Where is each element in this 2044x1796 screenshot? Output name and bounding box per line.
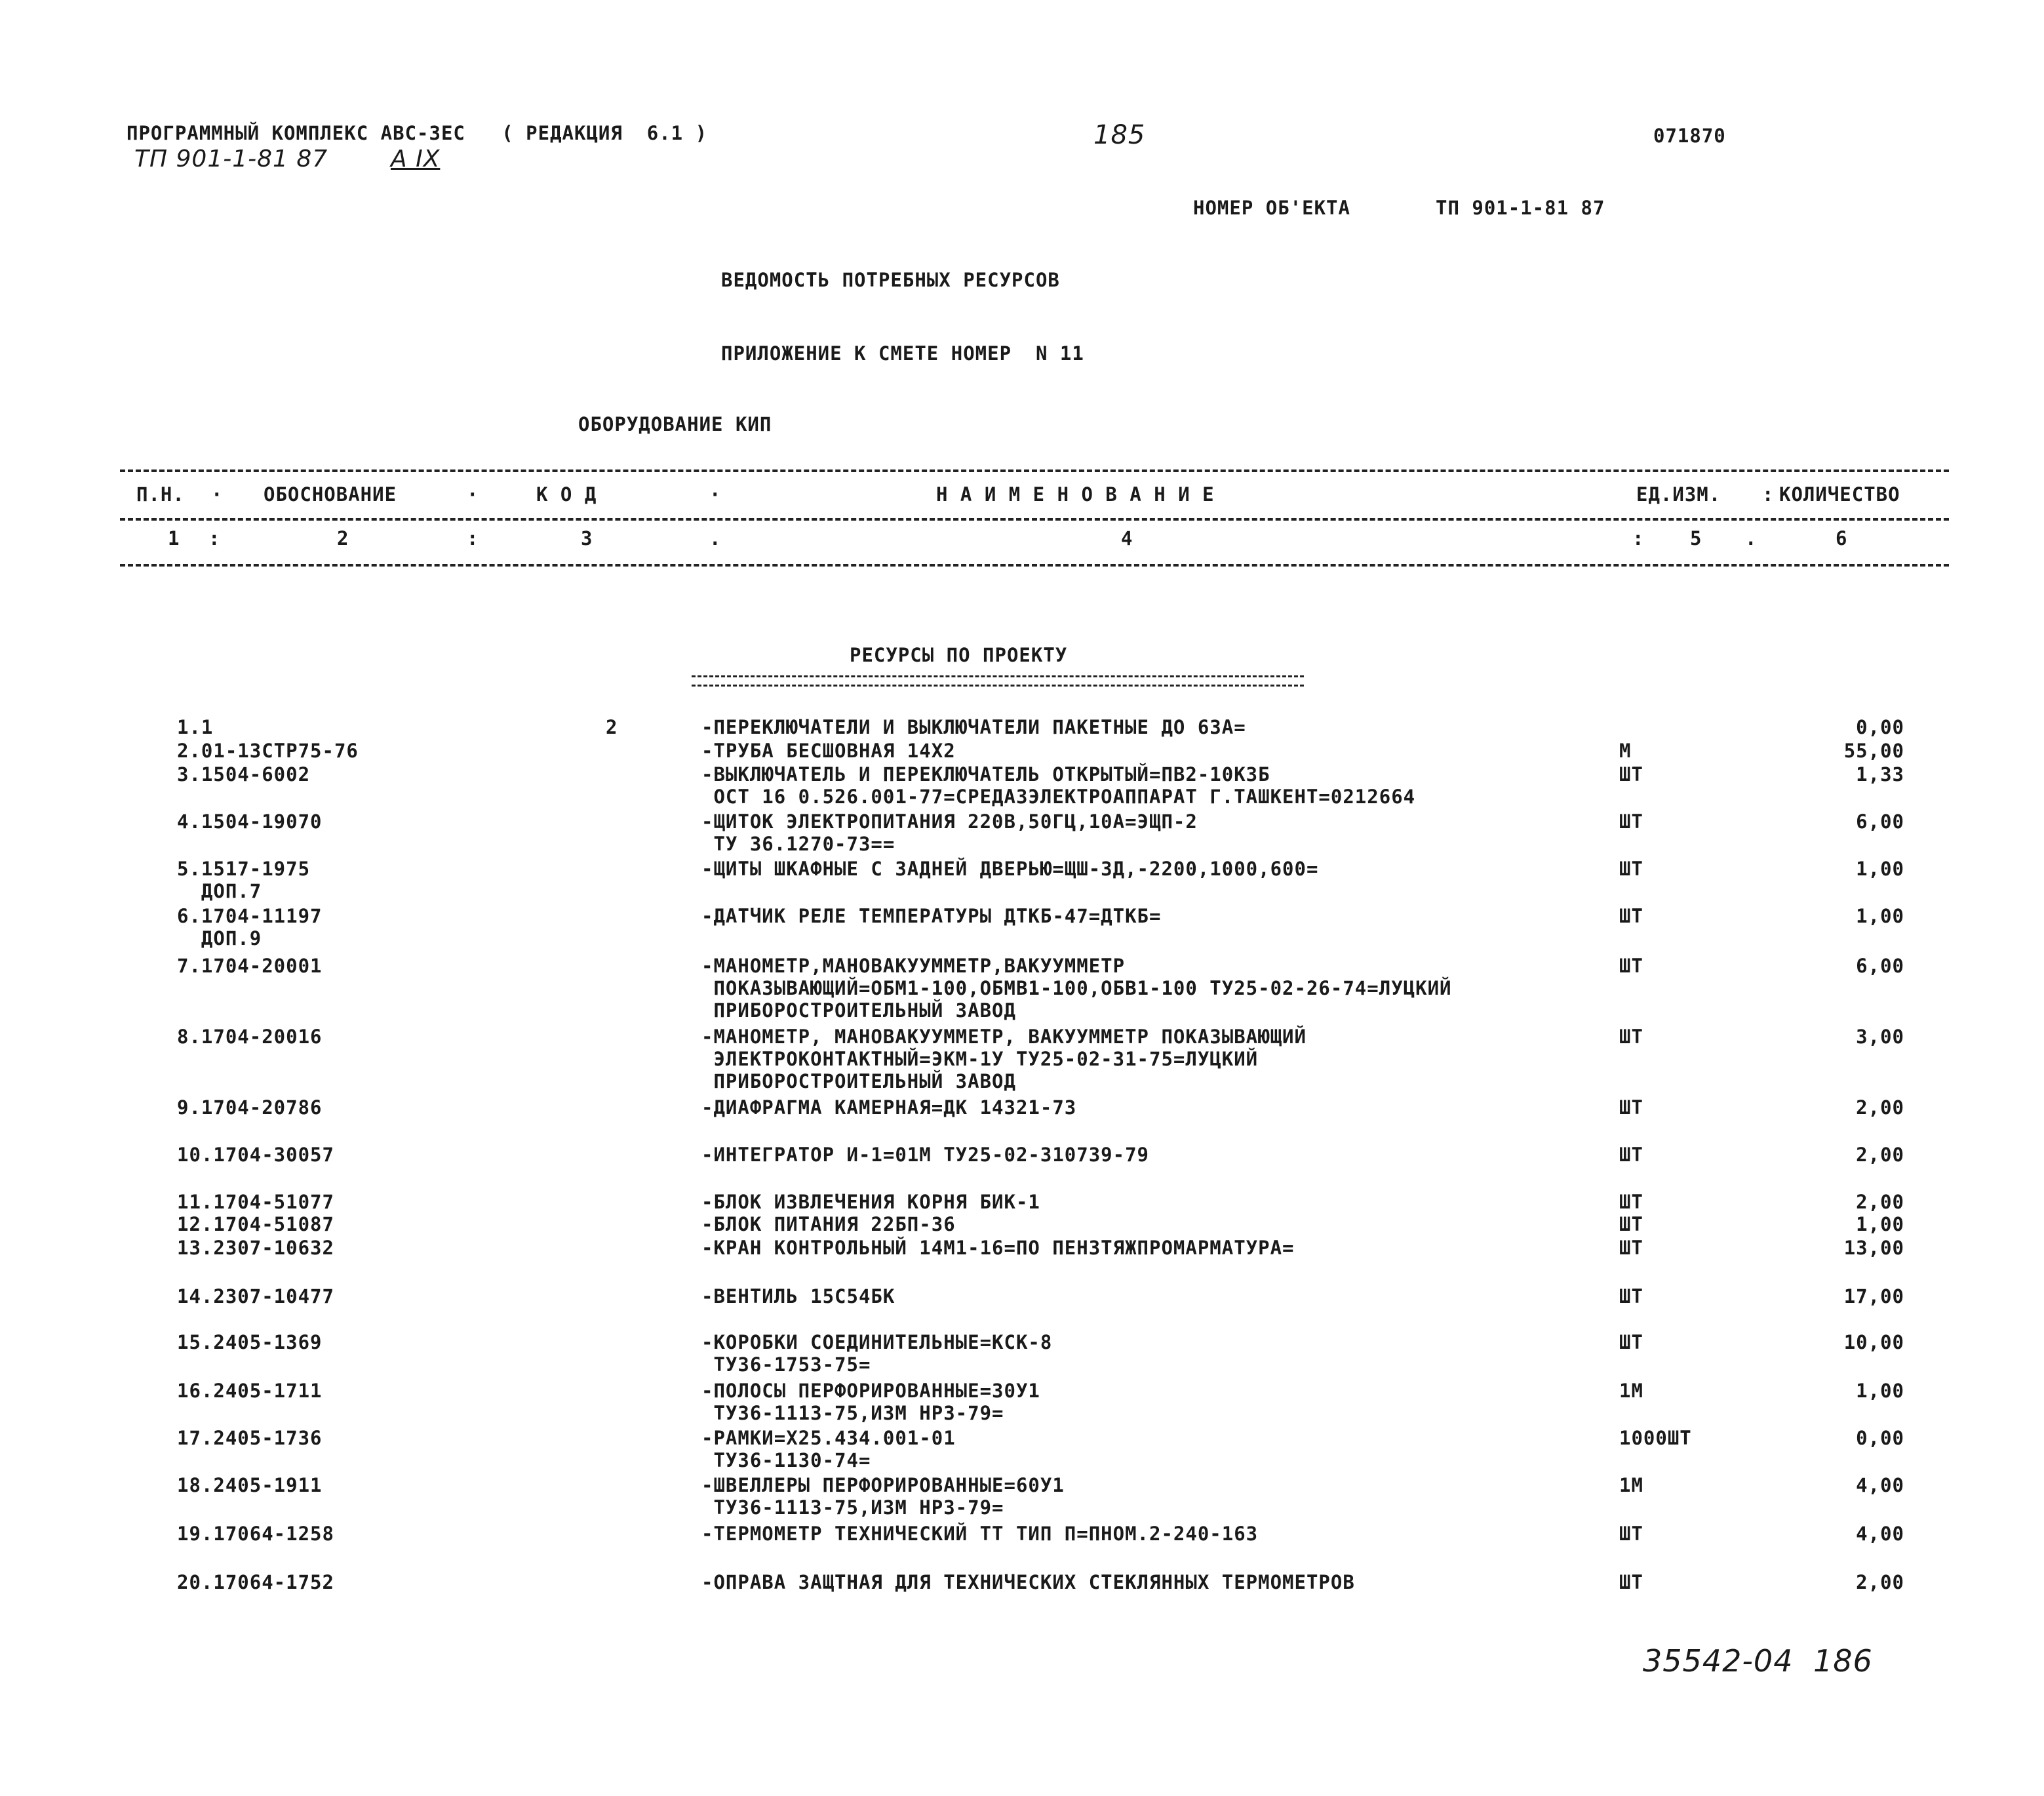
row-quantity: 2,00 bbox=[1856, 1144, 1904, 1166]
row-basis: 5.1517-1975 bbox=[177, 858, 311, 880]
row-name: -ДИАФРАГМА КАМЕРНАЯ=ДК 14321-73 bbox=[701, 1096, 1077, 1119]
row-name: -ДАТЧИК РЕЛЕ ТЕМПЕРАТУРЫ ДТКБ-47=ДТКБ= bbox=[701, 905, 1162, 927]
section-title: ОБОРУДОВАНИЕ КИП bbox=[578, 413, 772, 435]
row-name-line2: ТУ36-1753-75= bbox=[701, 1353, 871, 1376]
row-unit: ШТ bbox=[1619, 1237, 1643, 1259]
row-name: -ШВЕЛЛЕРЫ ПЕРФОРИРОВАННЫЕ=60У1 bbox=[701, 1474, 1065, 1496]
resources-heading: РЕСУРСЫ ПО ПРОЕКТУ bbox=[850, 644, 1068, 666]
row-quantity: 55,00 bbox=[1843, 740, 1904, 762]
document-title: ВЕДОМОСТЬ ПОТРЕБНЫХ РЕСУРСОВ bbox=[721, 269, 1060, 291]
row-code: 2 bbox=[606, 716, 618, 738]
row-basis: 12.1704-51087 bbox=[177, 1213, 334, 1235]
row-unit: ШТ bbox=[1619, 1285, 1643, 1307]
row-quantity: 13,00 bbox=[1843, 1237, 1904, 1259]
col-num-4: 4 bbox=[1121, 527, 1133, 549]
row-name-line2: ТУ36-1113-75,ИЗМ НР3-79= bbox=[701, 1402, 1004, 1424]
col-num-sep1: : bbox=[208, 527, 221, 549]
row-quantity: 1,33 bbox=[1856, 763, 1904, 786]
row-name: -МАНОМЕТР,МАНОВАКУУММЕТР,ВАКУУММЕТР bbox=[701, 955, 1126, 977]
handwritten-project-number: ТП 901-1-81 87 bbox=[134, 146, 328, 172]
row-basis: 17.2405-1736 bbox=[177, 1427, 323, 1449]
heading-underline-1 bbox=[692, 675, 1304, 677]
col-num-3: 3 bbox=[581, 527, 593, 549]
row-quantity: 1,00 bbox=[1856, 905, 1904, 927]
heading-underline-2 bbox=[692, 685, 1304, 687]
col-header-sep5: : bbox=[1762, 483, 1775, 506]
row-quantity: 4,00 bbox=[1856, 1474, 1904, 1496]
row-basis: 13.2307-10632 bbox=[177, 1237, 334, 1259]
handwritten-album-number: А IX bbox=[391, 146, 441, 172]
row-quantity: 2,00 bbox=[1856, 1096, 1904, 1119]
row-basis: 1.1 bbox=[177, 716, 214, 738]
row-basis: 7.1704-20001 bbox=[177, 955, 323, 977]
row-unit: 1000ШТ bbox=[1619, 1427, 1692, 1449]
row-basis: 9.1704-20786 bbox=[177, 1096, 323, 1119]
row-name-line3: ПРИБОРОСТРОИТЕЛЬНЫЙ ЗАВОД bbox=[701, 999, 1016, 1022]
row-name: -БЛОК ПИТАНИЯ 22БП-36 bbox=[701, 1213, 956, 1235]
row-unit: ШТ bbox=[1619, 905, 1643, 927]
col-num-sep4: : bbox=[1632, 527, 1645, 549]
row-basis: 19.17064-1258 bbox=[177, 1523, 334, 1545]
row-name: -ИНТЕГРАТОР И-1=01М ТУ25-02-310739-79 bbox=[701, 1144, 1150, 1166]
col-header-sep2: · bbox=[467, 483, 479, 506]
row-name-line2: ТУ36-1130-74= bbox=[701, 1449, 871, 1471]
col-num-2: 2 bbox=[337, 527, 349, 549]
col-header-sep3: · bbox=[709, 483, 722, 506]
row-unit: ШТ bbox=[1619, 1331, 1643, 1353]
row-unit: ШТ bbox=[1619, 763, 1643, 786]
row-name: -ЩИТЫ ШКАФНЫЕ С ЗАДНЕЙ ДВЕРЬЮ=ЩШ-ЗД,-2200,1000,600= bbox=[701, 858, 1319, 880]
row-name: -ТЕРМОМЕТР ТЕХНИЧЕСКИЙ ТТ ТИП П=ПНОМ.2-240-163 bbox=[701, 1523, 1259, 1545]
col-header-qty: КОЛИЧЕСТВО bbox=[1779, 483, 1900, 506]
header-mid-rule bbox=[120, 518, 1949, 521]
row-basis: 3.1504-6002 bbox=[177, 763, 311, 786]
row-name: -ЩИТОК ЭЛЕКТРОПИТАНИЯ 220В,50ГЦ,10А=ЭЩП-2 bbox=[701, 810, 1198, 833]
row-quantity: 17,00 bbox=[1843, 1285, 1904, 1307]
col-header-sep1: · bbox=[211, 483, 224, 506]
row-quantity: 3,00 bbox=[1856, 1026, 1904, 1048]
col-num-1: 1 bbox=[168, 527, 180, 549]
col-header-basis: ОБОСНОВАНИЕ bbox=[264, 483, 397, 506]
row-name: -БЛОК ИЗВЛЕЧЕНИЯ КОРНЯ БИК-1 bbox=[701, 1191, 1040, 1213]
document-code: 071870 bbox=[1653, 125, 1726, 147]
header-bottom-rule bbox=[120, 564, 1949, 567]
program-line: ПРОГРАММНЫЙ КОМПЛЕКС АВС-ЗЕС ( РЕДАКЦИЯ 6.1 ) bbox=[127, 122, 708, 144]
row-name: -ТРУБА БЕСШОВНАЯ 14Х2 bbox=[701, 740, 956, 762]
handwritten-footer-page: 186 bbox=[1813, 1643, 1873, 1679]
row-quantity: 1,00 bbox=[1856, 1380, 1904, 1402]
row-quantity: 1,00 bbox=[1856, 1213, 1904, 1235]
row-basis: 16.2405-1711 bbox=[177, 1380, 323, 1402]
row-unit: ШТ bbox=[1619, 1523, 1643, 1545]
row-unit: М bbox=[1619, 740, 1632, 762]
col-num-sep3: . bbox=[709, 527, 722, 549]
row-name-line2: ОСТ 16 0.526.001-77=СРЕДАЗЭЛЕКТРОАППАРАТ Г.ТАШКЕНТ=0212664 bbox=[701, 786, 1416, 808]
row-unit: ШТ bbox=[1619, 810, 1643, 833]
row-basis: 15.2405-1369 bbox=[177, 1331, 323, 1353]
row-name-line2: ТУ 36.1270-73== bbox=[701, 833, 895, 855]
row-unit: ШТ bbox=[1619, 1026, 1643, 1048]
row-basis: 8.1704-20016 bbox=[177, 1026, 323, 1048]
row-basis: 4.1504-19070 bbox=[177, 810, 323, 833]
row-name-line2: ЭЛЕКТРОКОНТАКТНЫЙ=ЭКМ-1У ТУ25-02-31-75=ЛУЦКИЙ bbox=[701, 1048, 1259, 1070]
page-number: 185 bbox=[1093, 120, 1146, 150]
row-quantity: 0,00 bbox=[1856, 1427, 1904, 1449]
row-quantity: 1,00 bbox=[1856, 858, 1904, 880]
row-basis: 18.2405-1911 bbox=[177, 1474, 323, 1496]
row-quantity: 2,00 bbox=[1856, 1191, 1904, 1213]
row-name: -ОПРАВА ЗАЩТНАЯ ДЛЯ ТЕХНИЧЕСКИХ СТЕКЛЯННЫХ ТЕРМОМЕТРОВ bbox=[701, 1571, 1355, 1593]
row-unit: ШТ bbox=[1619, 1213, 1643, 1235]
row-unit: ШТ bbox=[1619, 1571, 1643, 1593]
row-unit: ШТ bbox=[1619, 1191, 1643, 1213]
col-num-sep5: . bbox=[1745, 527, 1758, 549]
row-name-line3: ПРИБОРОСТРОИТЕЛЬНЫЙ ЗАВОД bbox=[701, 1070, 1016, 1092]
row-quantity: 6,00 bbox=[1856, 810, 1904, 833]
col-num-5: 5 bbox=[1690, 527, 1702, 549]
row-basis: 20.17064-1752 bbox=[177, 1571, 334, 1593]
row-name: -ПОЛОСЫ ПЕРФОРИРОВАННЫЕ=30У1 bbox=[701, 1380, 1040, 1402]
row-quantity: 6,00 bbox=[1856, 955, 1904, 977]
row-basis-extra: ДОП.9 bbox=[177, 927, 262, 949]
row-name: -РАМКИ=Х25.434.001-01 bbox=[701, 1427, 956, 1449]
row-quantity: 0,00 bbox=[1856, 716, 1904, 738]
row-quantity: 2,00 bbox=[1856, 1571, 1904, 1593]
row-unit: ШТ bbox=[1619, 858, 1643, 880]
header-top-rule bbox=[120, 469, 1949, 472]
object-number-value: ТП 901-1-81 87 bbox=[1436, 197, 1605, 219]
row-basis: 10.1704-30057 bbox=[177, 1144, 334, 1166]
row-quantity: 4,00 bbox=[1856, 1523, 1904, 1545]
row-name: -МАНОМЕТР, МАНОВАКУУММЕТР, ВАКУУММЕТР ПОКАЗЫВАЮЩИЙ bbox=[701, 1026, 1307, 1048]
row-name-line2: ПОКАЗЫВАЮЩИЙ=ОБМ1-100,ОБМВ1-100,ОБВ1-100 ТУ25-02-26-74=ЛУЦКИЙ bbox=[701, 977, 1452, 999]
row-basis: 14.2307-10477 bbox=[177, 1285, 334, 1307]
row-basis: 6.1704-11197 bbox=[177, 905, 323, 927]
col-num-sep2: : bbox=[467, 527, 479, 549]
row-quantity: 10,00 bbox=[1843, 1331, 1904, 1353]
row-unit: 1М bbox=[1619, 1474, 1643, 1496]
col-header-name: Н А И М Е Н О В А Н И Е bbox=[936, 483, 1215, 506]
row-basis: 11.1704-51077 bbox=[177, 1191, 334, 1213]
row-name: -ПЕРЕКЛЮЧАТЕЛИ И ВЫКЛЮЧАТЕЛИ ПАКЕТНЫЕ ДО 63А= bbox=[701, 716, 1246, 738]
row-name: -КРАН КОНТРОЛЬНЫЙ 14М1-16=ПО ПЕНЗТЯЖПРОМАРМАТУРА= bbox=[701, 1237, 1295, 1259]
col-header-kod: К О Д bbox=[536, 483, 597, 506]
row-name: -КОРОБКИ СОЕДИНИТЕЛЬНЫЕ=КСК-8 bbox=[701, 1331, 1053, 1353]
row-unit: ШТ bbox=[1619, 955, 1643, 977]
row-basis: 2.01-13СТР75-76 bbox=[177, 740, 359, 762]
row-name: -ВЫКЛЮЧАТЕЛЬ И ПЕРЕКЛЮЧАТЕЛЬ ОТКРЫТЫЙ=ПВ2-10КЗБ bbox=[701, 763, 1270, 786]
document-subtitle: ПРИЛОЖЕНИЕ К СМЕТЕ НОМЕР N 11 bbox=[721, 342, 1084, 365]
row-name: -ВЕНТИЛЬ 15С54БК bbox=[701, 1285, 895, 1307]
handwritten-footer-code: 35542-04 bbox=[1643, 1643, 1794, 1679]
row-basis-extra: ДОП.7 bbox=[177, 880, 262, 902]
col-header-pn: П.Н. bbox=[136, 483, 185, 506]
row-unit: ШТ bbox=[1619, 1096, 1643, 1119]
object-number-label: НОМЕР ОБ'ЕКТА bbox=[1193, 197, 1350, 219]
row-unit: ШТ bbox=[1619, 1144, 1643, 1166]
col-num-6: 6 bbox=[1836, 527, 1848, 549]
col-header-unit: ЕД.ИЗМ. bbox=[1636, 483, 1721, 506]
row-unit: 1М bbox=[1619, 1380, 1643, 1402]
row-name-line2: ТУ36-1113-75,ИЗМ НР3-79= bbox=[701, 1496, 1004, 1519]
